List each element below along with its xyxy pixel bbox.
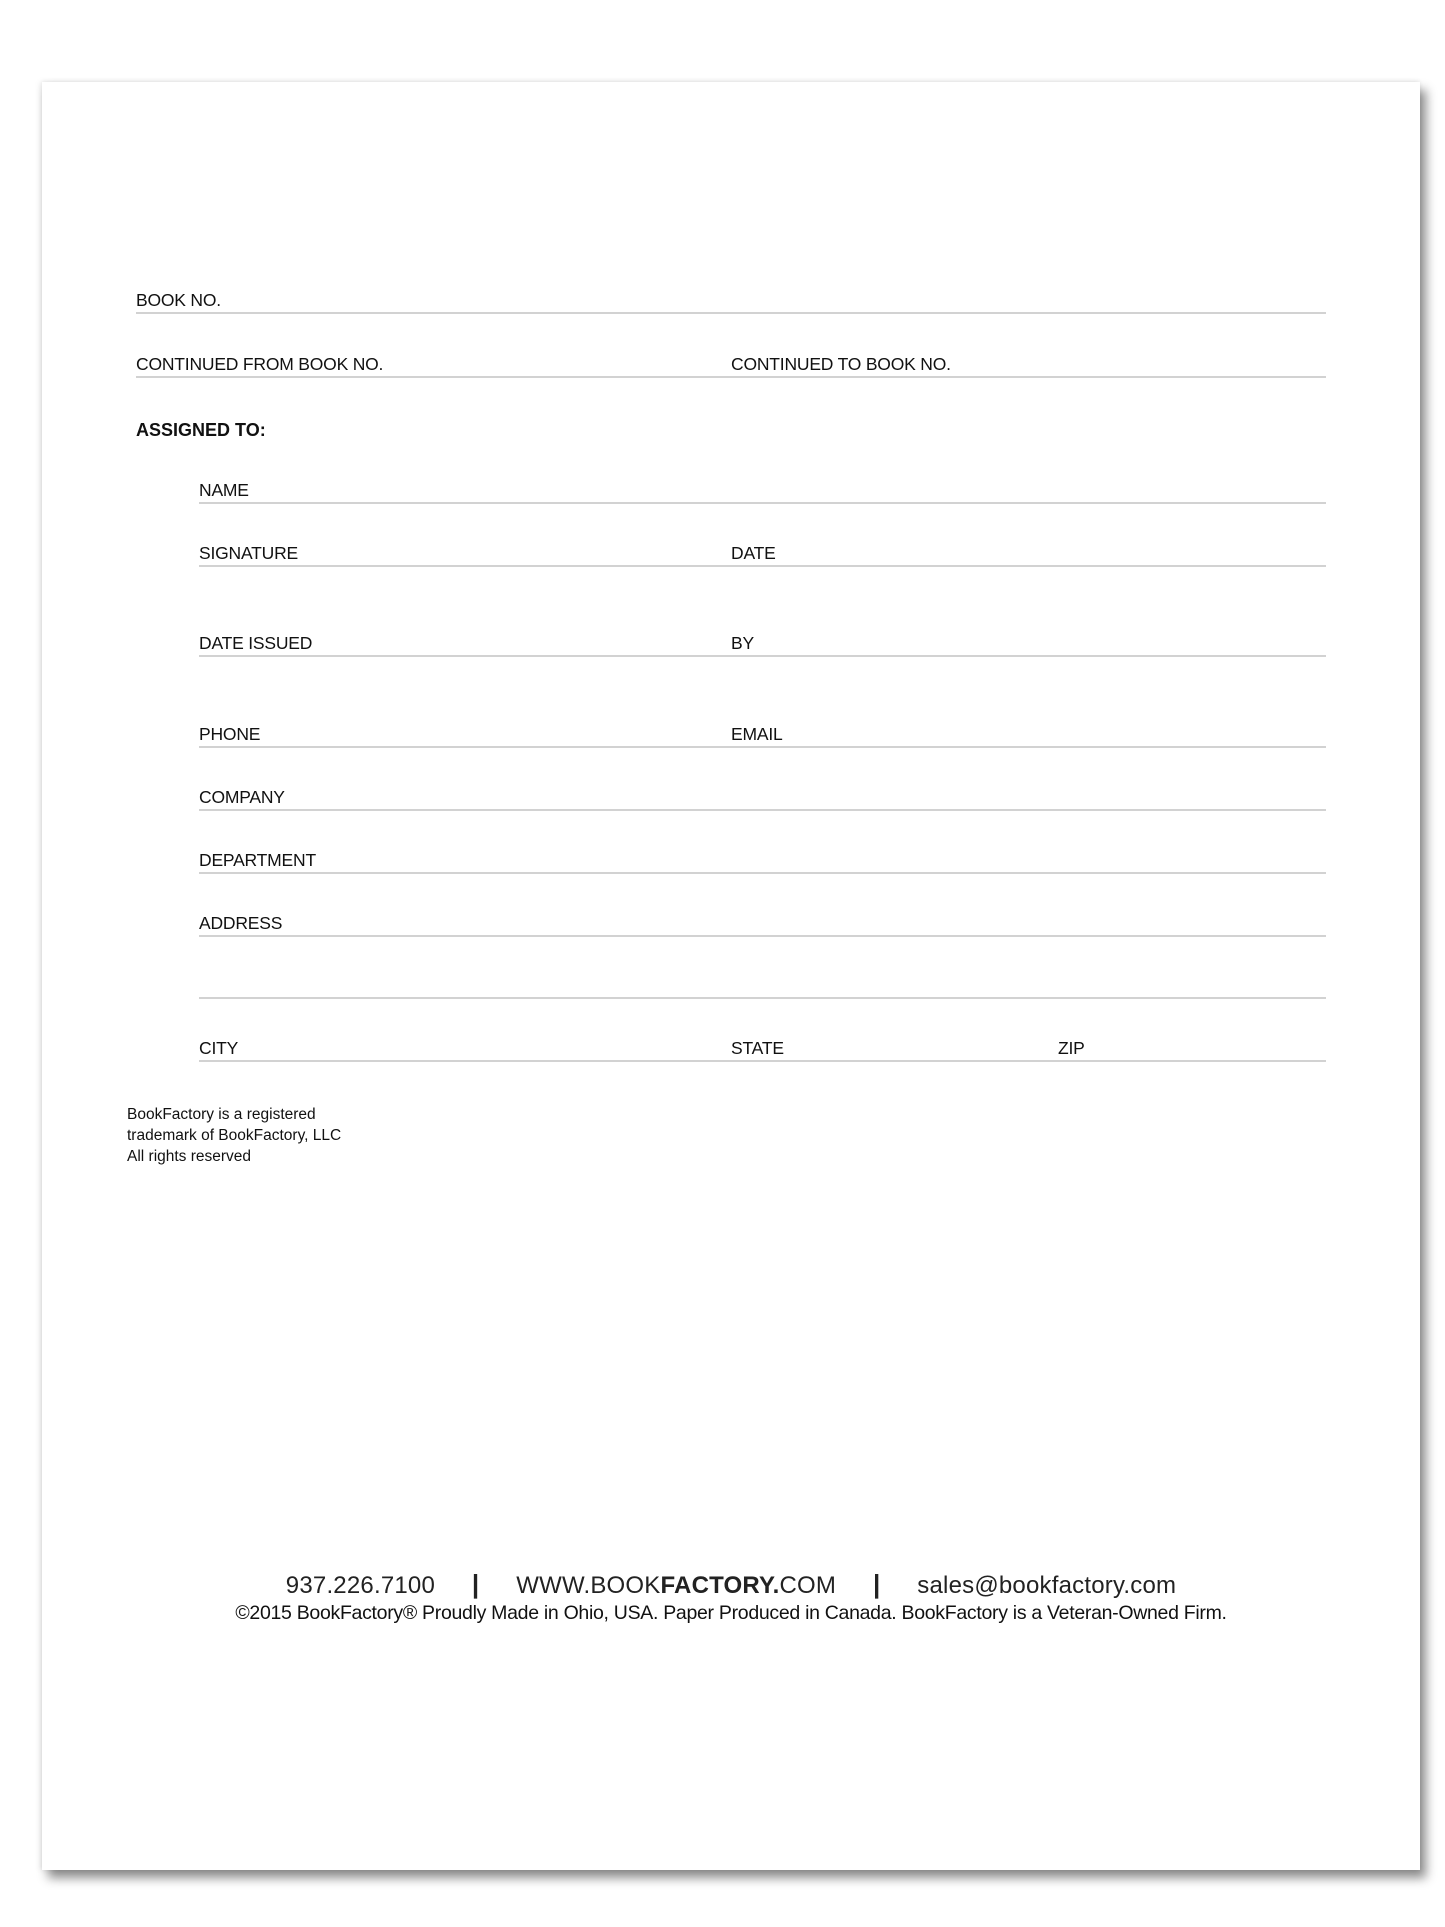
date-field[interactable] [731,539,1326,567]
book-no-label: BOOK NO. [136,290,221,310]
state-field[interactable] [731,1034,1058,1062]
footer-website-prefix: WWW.BOOK [516,1572,661,1599]
zip-field[interactable] [1058,1034,1326,1062]
date-issued-label: DATE ISSUED [199,633,313,653]
address-field[interactable] [199,909,1326,937]
footer-phone: 937.226.7100 [285,1572,436,1599]
footer-contact [42,1569,1420,1600]
continued-to-field[interactable] [731,350,1326,378]
date-issued-field[interactable] [199,629,731,657]
trademark-line-2: trademark of BookFactory, LLC [127,1127,342,1144]
footer-website-brand: FACTORY. [660,1572,780,1599]
company-label: COMPANY [199,787,285,807]
trademark-line-1: BookFactory is a registered [127,1106,316,1123]
footer-website[interactable] [516,1572,836,1599]
company-field[interactable] [199,783,1326,811]
zip-label: ZIP [1058,1038,1085,1058]
city-label: CITY [199,1038,239,1058]
continued-from-field[interactable] [136,350,731,378]
book-no-field[interactable] [136,286,1326,314]
by-label: BY [731,633,754,653]
city-field[interactable] [199,1034,731,1062]
trademark-notice [127,1104,341,1167]
form-page [42,82,1420,1870]
footer-separator-1: | [471,1569,480,1599]
address-line-2-field[interactable] [199,971,1326,999]
signature-label: SIGNATURE [199,543,298,563]
footer-email[interactable]: sales@bookfactory.com [917,1572,1177,1599]
trademark-line-3: All rights reserved [127,1148,252,1165]
footer-copyright: ©2015 BookFactory® Proudly Made in Ohio, USA. Paper Produced in Canada. BookFactory is a Veteran-Owned Firm. [235,1602,1227,1624]
continued-from-label: CONTINUED FROM BOOK NO. [136,354,384,374]
footer-website-suffix: COM [779,1572,837,1599]
state-label: STATE [731,1038,784,1058]
address-label: ADDRESS [199,913,283,933]
department-label: DEPARTMENT [199,850,316,870]
continued-to-label: CONTINUED TO BOOK NO. [731,354,951,374]
phone-field[interactable] [199,720,731,748]
email-label: EMAIL [731,724,783,744]
department-field[interactable] [199,846,1326,874]
phone-label: PHONE [199,724,261,744]
signature-field[interactable] [199,539,731,567]
name-field[interactable] [199,476,1326,504]
email-field[interactable] [731,720,1326,748]
by-field[interactable] [731,629,1326,657]
name-label: NAME [199,480,249,500]
footer-separator-2: | [872,1569,881,1599]
date-label: DATE [731,543,776,563]
assigned-to-heading: ASSIGNED TO: [136,420,266,440]
